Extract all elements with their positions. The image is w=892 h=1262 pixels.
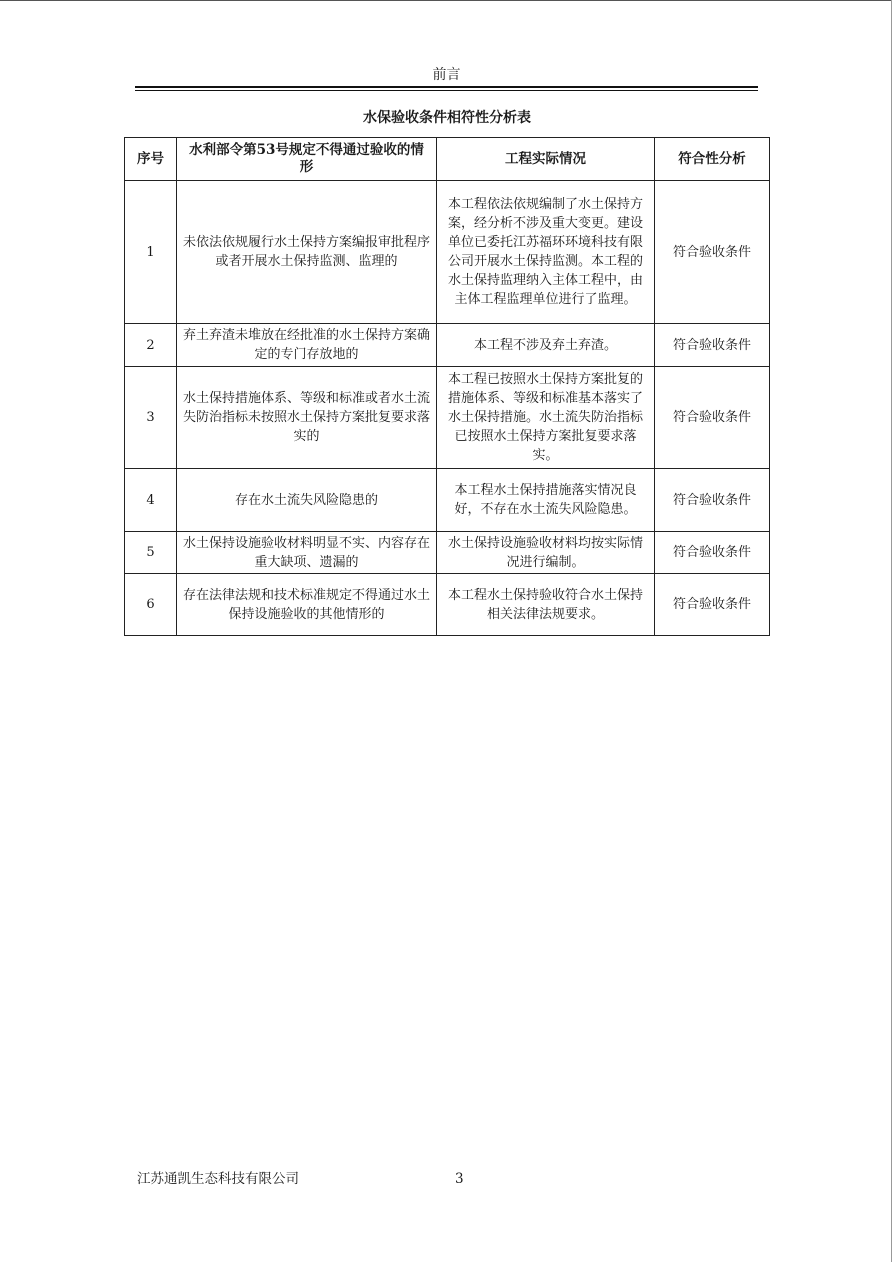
- column-header-no: 序号: [125, 138, 177, 181]
- table-row: [125, 469, 770, 532]
- header-rule-thin: [135, 90, 758, 91]
- column-header-result: 符合性分析: [655, 138, 770, 181]
- row-number: 6: [125, 574, 177, 636]
- header-rule: [135, 86, 758, 88]
- condition-cell: 水土保持措施体系、等级和标准或者水土流失防治指标未按照水土保持方案批复要求落实的: [177, 367, 437, 469]
- actual-cell: 水土保持设施验收材料均按实际情况进行编制。: [437, 532, 655, 574]
- result-cell: 符合验收条件: [655, 324, 770, 367]
- result-cell: 符合验收条件: [655, 574, 770, 636]
- result-cell: 符合验收条件: [655, 532, 770, 574]
- row-number: 1: [125, 181, 177, 324]
- actual-cell: 本工程水土保持验收符合水土保持相关法律法规要求。: [437, 574, 655, 636]
- table-row: [125, 367, 770, 469]
- actual-cell: 本工程水土保持措施落实情况良好，不存在水土流失风险隐患。: [437, 469, 655, 532]
- row-number: 3: [125, 367, 177, 469]
- table-row: [125, 532, 770, 574]
- condition-cell: 存在法律法规和技术标准规定不得通过水土保持设施验收的其他情形的: [177, 574, 437, 636]
- result-cell: 符合验收条件: [655, 469, 770, 532]
- row-number: 2: [125, 324, 177, 367]
- condition-cell: 未依法依规履行水土保持方案编报审批程序或者开展水土保持监测、监理的: [177, 181, 437, 324]
- result-cell: 符合验收条件: [655, 181, 770, 324]
- table-title: 水保验收条件相符性分析表: [363, 110, 531, 126]
- row-number: 5: [125, 532, 177, 574]
- table-header-row: [125, 138, 770, 181]
- running-header: 前言: [432, 67, 461, 83]
- column-header-actual: 工程实际情况: [437, 138, 655, 181]
- table-row: [125, 574, 770, 636]
- column-header-condition: 水利部令第53号规定不得通过验收的情形: [177, 138, 437, 181]
- page-number: 3: [455, 1171, 464, 1187]
- page-top-border: [0, 0, 892, 1]
- actual-cell: 本工程不涉及弃土弃渣。: [437, 324, 655, 367]
- result-cell: 符合验收条件: [655, 367, 770, 469]
- condition-cell: 弃土弃渣未堆放在经批准的水土保持方案确定的专门存放地的: [177, 324, 437, 367]
- table-row: [125, 181, 770, 324]
- table-row: [125, 324, 770, 367]
- actual-cell: 本工程依法依规编制了水土保持方案，经分析不涉及重大变更。建设单位已委托江苏福环环境科技有限公司开展水土保持监测。本工程的水土保持监理纳入主体工程中，由主体工程监理单位进行了监理。: [437, 181, 655, 324]
- row-number: 4: [125, 469, 177, 532]
- condition-cell: 水土保持设施验收材料明显不实、内容存在重大缺项、遗漏的: [177, 532, 437, 574]
- condition-cell: 存在水土流失风险隐患的: [177, 469, 437, 532]
- actual-cell: 本工程已按照水土保持方案批复的措施体系、等级和标准基本落实了水土保持措施。水土流失防治指标已按照水土保持方案批复要求落实。: [437, 367, 655, 469]
- compliance-analysis-table: [124, 137, 770, 636]
- footer-company: 江苏通凯生态科技有限公司: [137, 1171, 299, 1187]
